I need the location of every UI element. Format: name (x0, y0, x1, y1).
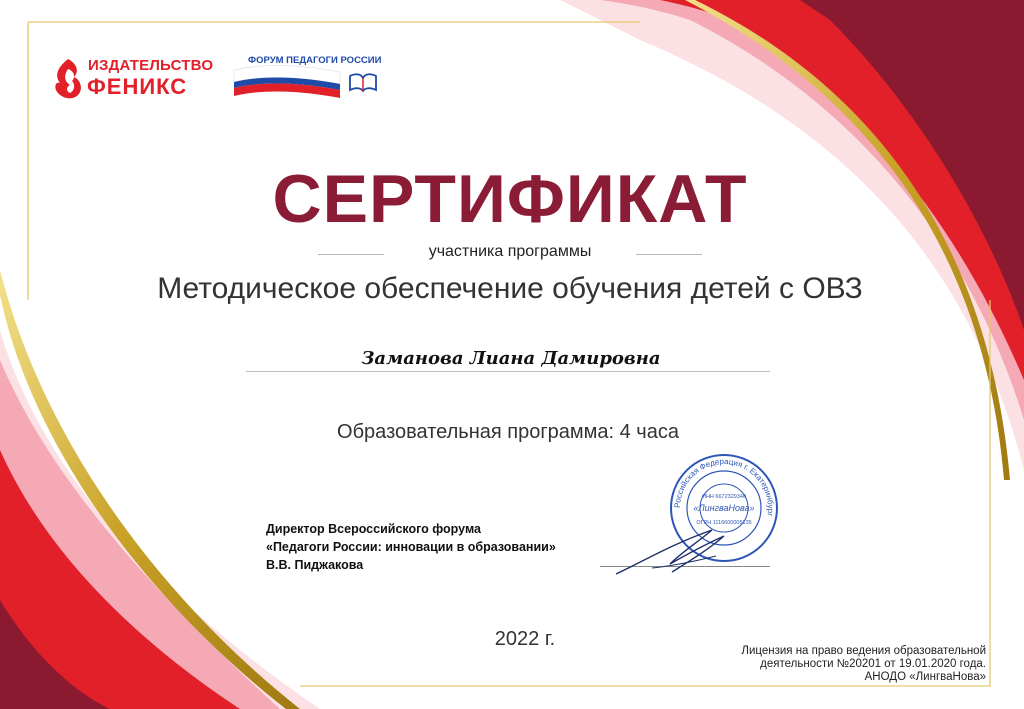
fenix-logo-top-text: ИЗДАТЕЛЬСТВО (88, 57, 214, 74)
certificate-subtitle: участника программы (428, 243, 592, 260)
forum-logo-text: ФОРУМ ПЕДАГОГИ РОССИИ (248, 55, 382, 66)
license-line2: деятельности №20201 от 19.01.2020 года. (760, 658, 986, 670)
program-hours: Образовательная программа: 4 часа (337, 421, 679, 443)
fenix-logo (50, 55, 214, 103)
fenix-logo-name: ФЕНИКС (87, 74, 188, 99)
stamp-ogrn: ОГРН 1116600005135 (696, 520, 752, 526)
stamp-ring-text: Российская Федерация г. Екатеринбург (672, 456, 776, 517)
stamp-center-text: «ЛингваНова» (693, 503, 755, 513)
subtitle-divider-right (636, 254, 702, 255)
recipient-name: Заманова Лиана Дамировна (361, 348, 661, 369)
subtitle-divider-left (318, 254, 384, 255)
license-line3: АНОДО «ЛингваНова» (864, 671, 986, 683)
signatory-name: В.В. Пиджакова (266, 558, 364, 572)
program-name: Методическое обеспечение обучения детей с ОВЗ (157, 272, 863, 305)
certificate-title: СЕРТИФИКАТ (272, 161, 748, 237)
recipient-underline (246, 371, 770, 372)
handwritten-signature (612, 522, 762, 582)
fenix-flame-icon (50, 57, 86, 101)
certificate-year: 2022 г. (494, 628, 556, 650)
signatory-title-line2: «Педагоги России: инновации в образовании» (266, 540, 556, 554)
signatory-title-line1: Директор Всероссийского форума (266, 522, 481, 536)
stamp-inn: ИНН 6672329340 (701, 494, 747, 500)
license-line1: Лицензия на право ведения образовательной (741, 645, 986, 657)
forum-logo (228, 52, 384, 100)
open-book-icon (348, 68, 378, 94)
